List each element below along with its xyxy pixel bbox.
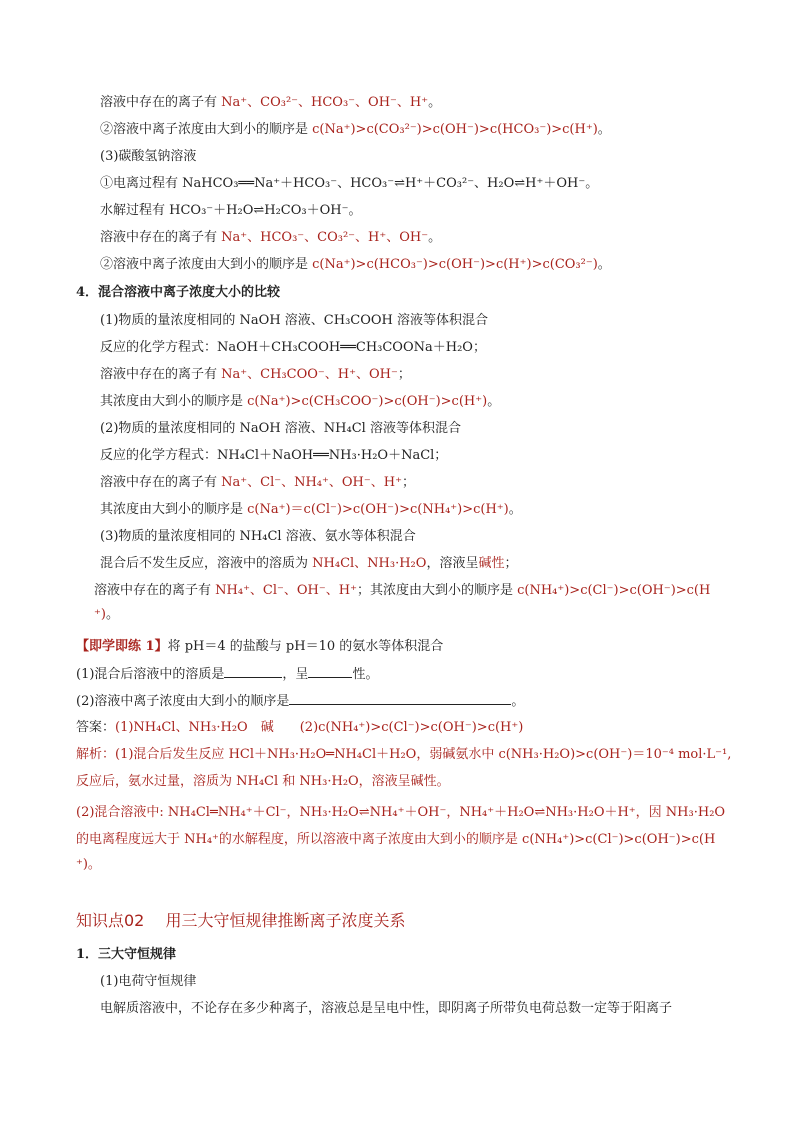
ionization-line: ①电离过程有 NaHCO₃══Na⁺＋HCO₃⁻、HCO₃⁻⇌H⁺＋CO₃²⁻、H₂O⇌H⁺＋OH⁻。 (100, 176, 599, 191)
reaction-line: 反应的化学方程式：NH₄Cl＋NaOH══NH₃·H₂O＋NaCl； (100, 448, 448, 463)
section-title: 知识点02 用三大守恒规律推断离子浓度关系 (76, 911, 406, 930)
order-line: 其浓度由大到小的顺序是 c(Na⁺)＝c(Cl⁻)>c(OH⁻)>c(NH₄⁺)>c(H⁺)。 (100, 502, 522, 517)
analysis-line: 反应后，氨水过量，溶质为 NH₄Cl 和 NH₃·H₂O，溶液呈碱性。 (76, 774, 450, 789)
answer-blank[interactable] (224, 665, 282, 678)
subheading: (1)电荷守恒规律 (100, 974, 197, 989)
order-continuation: ⁺)。 (94, 607, 119, 622)
exercise-tag: 【即学即练 1】 (76, 639, 168, 654)
ion-list-line: 溶液中存在的离子有 NH₄⁺、Cl⁻、OH⁻、H⁺；其浓度由大到小的顺序是 c(NH₄⁺)>c(Cl⁻)>c(OH⁻)>c(H (94, 583, 711, 598)
heading-1: 1．三大守恒规律 (76, 947, 177, 962)
case-3-title: (3)物质的量浓度相同的 NH₄Cl 溶液、氨水等体积混合 (100, 529, 416, 544)
analysis-line: (2)混合溶液中: NH₄Cl═NH₄⁺＋Cl⁻，NH₃·H₂O⇌NH₄⁺＋OH⁻，NH₄⁺＋H₂O⇌NH₃·H₂O＋H⁺，因 NH₃·H₂O (76, 805, 726, 820)
hydrolysis-line: 水解过程有 HCO₃⁻＋H₂O⇌H₂CO₃＋OH⁻。 (100, 203, 362, 218)
analysis-line: 的电离程度远大于 NH₄⁺的水解程度，所以溶液中离子浓度由大到小的顺序是 c(NH₄⁺)>c(Cl⁻)>c(OH⁻)>c(H (76, 832, 716, 847)
solute-line: 混合后不发生反应，溶液中的溶质为 NH₄Cl、NH₃·H₂O，溶液呈碱性； (100, 556, 518, 571)
ion-list-line: 溶液中存在的离子有 Na⁺、CO₃²⁻、HCO₃⁻、OH⁻、H⁺。 (100, 95, 442, 110)
order-line: 其浓度由大到小的顺序是 c(Na⁺)>c(CH₃COO⁻)>c(OH⁻)>c(H⁺)。 (100, 394, 501, 409)
ion-list-line: 溶液中存在的离子有 Na⁺、Cl⁻、NH₄⁺、OH⁻、H⁺； (100, 475, 415, 490)
reaction-line: 反应的化学方程式：NaOH＋CH₃COOH══CH₃COONa＋H₂O； (100, 340, 486, 355)
case-2-title: (2)物质的量浓度相同的 NaOH 溶液、NH₄Cl 溶液等体积混合 (100, 421, 461, 436)
ion-list-line: 溶液中存在的离子有 Na⁺、HCO₃⁻、CO₃²⁻、H⁺、OH⁻。 (100, 230, 442, 245)
subheading: (3)碳酸氢钠溶液 (100, 149, 197, 164)
order-line: ②溶液中离子浓度由大到小的顺序是 c(Na⁺)>c(CO₃²⁻)>c(OH⁻)>c(HCO₃⁻)>c(H⁺)。 (100, 122, 611, 137)
answer-blank[interactable] (289, 692, 511, 705)
analysis-line: 解析：(1)混合后发生反应 HCl＋NH₃·H₂O═NH₄Cl＋H₂O，弱碱氨水中 c(NH₃·H₂O)>c(OH⁻)＝10⁻⁴ mol·L⁻¹, (76, 747, 732, 762)
answer-line: 答案：(1)NH₄Cl、NH₃·H₂O 碱 (2)c(NH₄⁺)>c(Cl⁻)>c(OH⁻)>c(H⁺) (76, 720, 524, 735)
exercise-title: 【即学即练 1】将 pH＝4 的盐酸与 pH＝10 的氨水等体积混合 (76, 639, 444, 654)
answer-blank[interactable] (308, 665, 352, 678)
case-1-title: (1)物质的量浓度相同的 NaOH 溶液、CH₃COOH 溶液等体积混合 (100, 313, 489, 328)
order-line: ②溶液中离子浓度由大到小的顺序是 c(Na⁺)>c(HCO₃⁻)>c(OH⁻)>c(H⁺)>c(CO₃²⁻)。 (100, 257, 611, 272)
ion-list-line: 溶液中存在的离子有 Na⁺、CH₃COO⁻、H⁺、OH⁻； (100, 367, 411, 382)
paragraph: 电解质溶液中，不论存在多少种离子，溶液总是呈电中性，即阴离子所带负电荷总数一定等于阳离子 (100, 1001, 673, 1016)
heading-4: 4．混合溶液中离子浓度大小的比较 (76, 285, 281, 300)
question-1: (1)混合后溶液中的溶质是 ，呈 性。 (76, 667, 379, 682)
question-2: (2)溶液中离子浓度由大到小的顺序是 。 (76, 694, 525, 709)
analysis-line: ⁺)。 (76, 857, 101, 872)
